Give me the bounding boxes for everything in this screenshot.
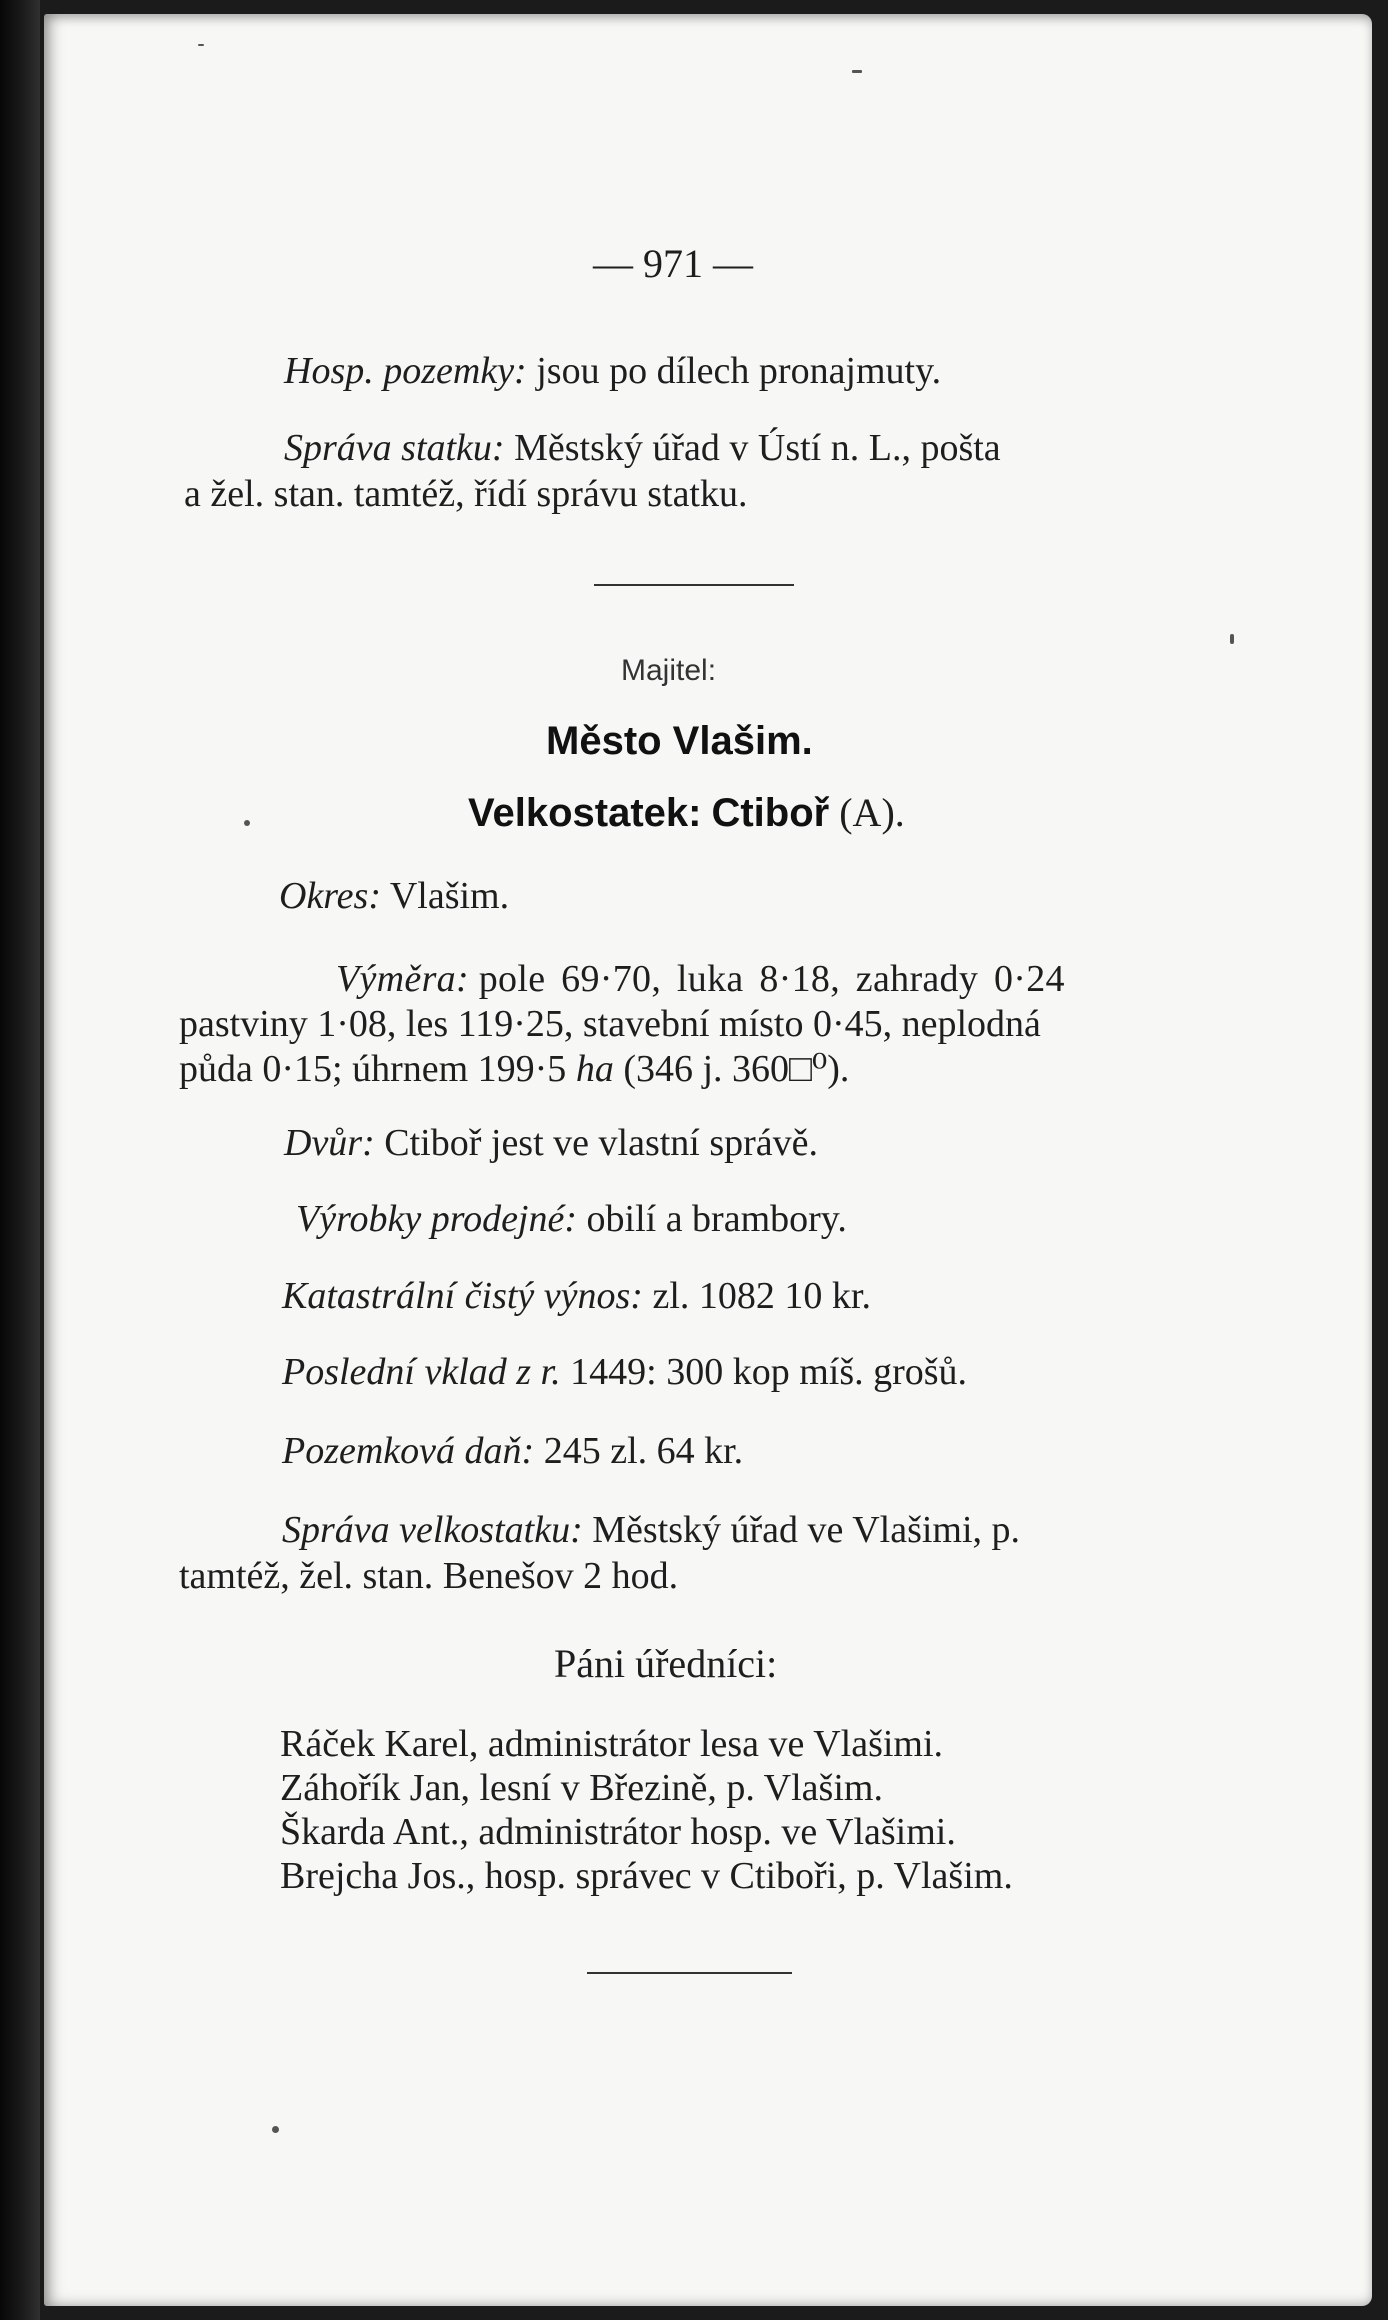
- okres-value: Vlašim.: [389, 875, 510, 917]
- page-number: — 971 —: [593, 241, 753, 286]
- scan-speck: [272, 2126, 279, 2133]
- officials-heading: Páni úředníci:: [554, 1641, 778, 1686]
- estate-mark: (A).: [839, 790, 905, 835]
- dan-label: Pozemková daň:: [282, 1430, 535, 1472]
- hosp-pozemky-line: [284, 349, 941, 393]
- vyrobky-text: obilí a brambory.: [586, 1198, 847, 1240]
- scan-speck: [1230, 634, 1234, 644]
- vyrobky-line: [296, 1197, 847, 1241]
- vymera-unit: ha: [575, 1048, 614, 1090]
- katastr-line: [282, 1274, 871, 1318]
- vyrobky-label: Výrobky prodejné:: [296, 1198, 578, 1240]
- official-item: Záhořík Jan, lesní v Březině, p. Vlašim.: [280, 1767, 883, 1809]
- sprava-velkostatku-label: Správa velkostatku:: [282, 1509, 583, 1551]
- vklad-label: Poslední vklad z r.: [282, 1351, 561, 1393]
- book-spine-shadow: [0, 0, 40, 2320]
- sprava-velkostatku-line-2: tamtéž, žel. stan. Benešov 2 hod.: [179, 1555, 679, 1597]
- owner-label: Majitel:: [621, 654, 717, 687]
- vymera-text-1: pole 69·70, luka 8·18, zahrady 0·24: [478, 958, 1065, 1000]
- vymera-line-1: [336, 957, 1065, 1001]
- vklad-text: 1449: 300 kop míš. grošů.: [570, 1351, 968, 1393]
- sprava-statku-line-1: [284, 426, 1001, 470]
- katastr-label: Katastrální čistý výnos:: [282, 1275, 643, 1317]
- vklad-line: [282, 1350, 967, 1394]
- sprava-velkostatku-text-1: Městský úřad ve Vlašimi, p.: [592, 1509, 1021, 1551]
- scan-speck: [198, 44, 204, 46]
- dvur-text: Ctiboř jest ve vlastní správě.: [384, 1122, 819, 1164]
- vymera-line-3: [179, 1047, 849, 1091]
- sprava-velkostatku-line-1: [282, 1508, 1020, 1552]
- book-page: [44, 14, 1372, 2306]
- dvur-label: Dvůr:: [284, 1122, 375, 1164]
- okres-line: [279, 874, 509, 918]
- closing-divider: [587, 1972, 792, 1974]
- katastr-text: zl. 1082 10 kr.: [652, 1275, 871, 1317]
- dan-text: 245 zl. 64 kr.: [543, 1430, 744, 1472]
- section-divider: [594, 584, 794, 586]
- scan-speck: [244, 820, 250, 826]
- scan-speck: [852, 70, 862, 73]
- hosp-pozemky-label: Hosp. pozemky:: [284, 350, 527, 392]
- okres-label: Okres:: [279, 875, 381, 917]
- sprava-statku-label: Správa statku:: [284, 427, 505, 469]
- official-item: Ráček Karel, administrátor lesa ve Vlašimi.: [280, 1723, 944, 1765]
- sprava-statku-text-1: Městský úřad v Ústí n. L., pošta: [514, 427, 1001, 469]
- vymera-line-2: pastviny 1·08, les 119·25, stavební místo 0·45, neplodná: [179, 1003, 1041, 1045]
- estate-name: Ctiboř: [711, 791, 830, 835]
- official-item: Brejcha Jos., hosp. správec v Ctiboři, p. Vlašim.: [280, 1855, 1013, 1897]
- official-item: Škarda Ant., administrátor hosp. ve Vlašimi.: [280, 1811, 956, 1853]
- dan-line: [282, 1429, 743, 1473]
- sprava-statku-line-2: a žel. stan. tamtéž, řídí správu statku.: [184, 473, 748, 515]
- vymera-text-3b: (346 j. 360□⁰).: [623, 1048, 850, 1090]
- estate-line: [468, 789, 905, 836]
- owner-name: Město Vlašim.: [546, 719, 813, 763]
- dvur-line: [284, 1121, 818, 1165]
- hosp-pozemky-text: jsou po dílech pronajmuty.: [536, 350, 942, 392]
- vymera-text-3a: půda 0·15; úhrnem 199·5: [179, 1048, 567, 1090]
- vymera-label: Výměra:: [336, 958, 469, 1000]
- estate-label: Velkostatek:: [468, 791, 702, 835]
